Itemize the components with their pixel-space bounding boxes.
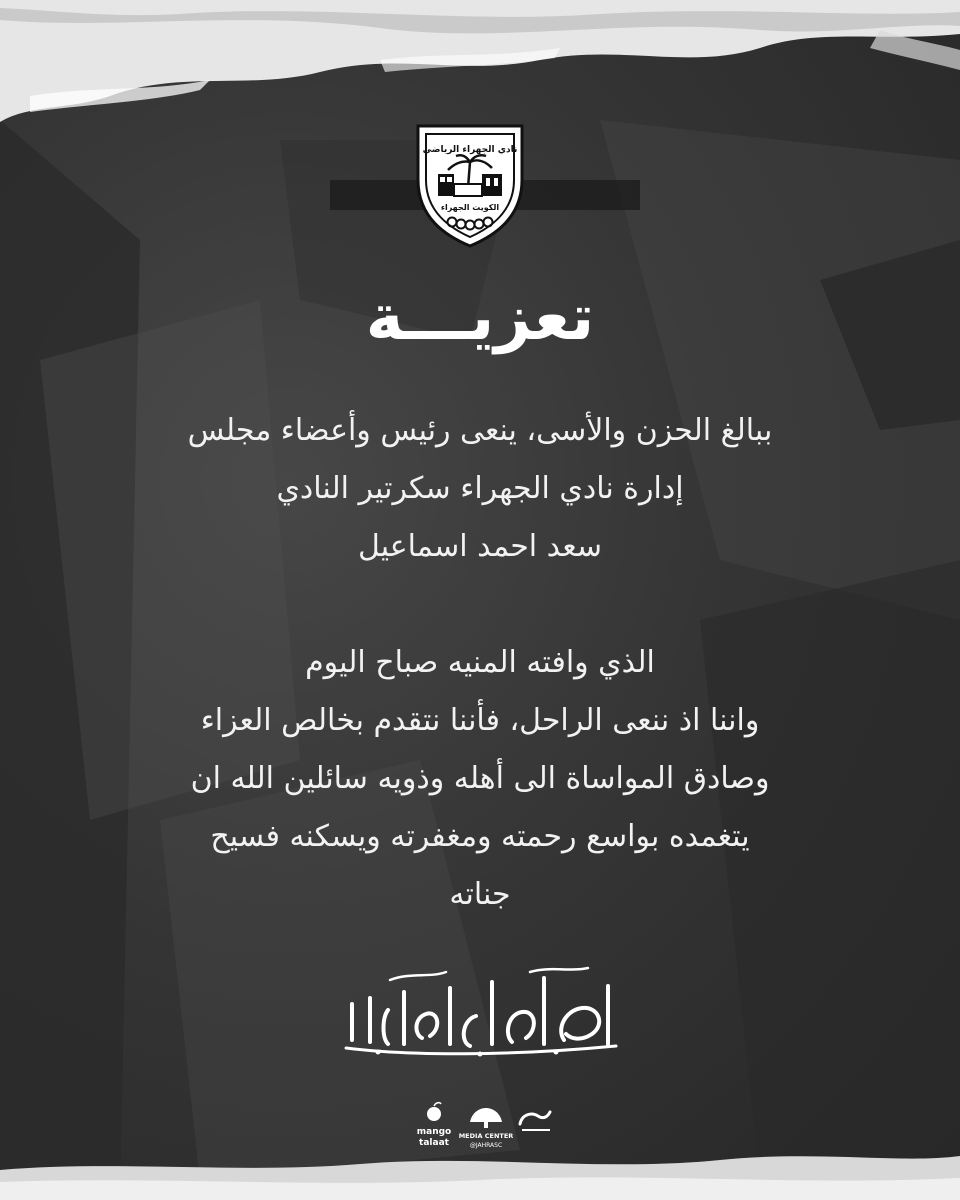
message-line: إدارة نادي الجهراء سكرتير النادي bbox=[276, 471, 684, 506]
message-line: يتغمده بواسع رحمته ومغفرته ويسكنه فسيح bbox=[210, 819, 750, 854]
club-crest-logo bbox=[410, 122, 530, 250]
message-line: سعد احمد اسماعيل bbox=[357, 529, 603, 564]
alfaisal-logo bbox=[520, 1112, 550, 1130]
mango-talaat-logo bbox=[417, 1103, 451, 1148]
sponsor-logos bbox=[410, 1100, 560, 1164]
message-line: جناته bbox=[449, 877, 511, 912]
page-title: تعزيـــة bbox=[365, 281, 595, 355]
crest-club-name: نادي الجهراء الرياضي bbox=[422, 145, 518, 155]
message-line: واننا اذ ننعى الراحل، فأننا نتقدم بخالص العزاء bbox=[200, 703, 760, 738]
message-line: الذي وافته المنيه صباح اليوم bbox=[305, 645, 655, 680]
paragraph-gap bbox=[80, 576, 880, 634]
crest-location: الكويت الجهراء bbox=[440, 203, 500, 212]
svg-text:talaat: talaat bbox=[419, 1138, 449, 1148]
media-center-logo bbox=[459, 1108, 514, 1149]
media-center-text: MEDIA CENTER bbox=[458, 1132, 514, 1140]
condolence-message bbox=[80, 402, 880, 924]
message-line: ببالغ الحزن والأسى، ينعى رئيس وأعضاء مجلس bbox=[187, 413, 773, 448]
svg-text:mango: mango bbox=[416, 1127, 452, 1137]
top-brush-stroke bbox=[0, 0, 960, 140]
media-handle-text: @JAHRASC bbox=[469, 1142, 503, 1149]
quran-calligraphy bbox=[330, 958, 630, 1058]
message-line: وصادق المواساة الى أهله وذويه سائلين الله ان bbox=[190, 761, 770, 796]
